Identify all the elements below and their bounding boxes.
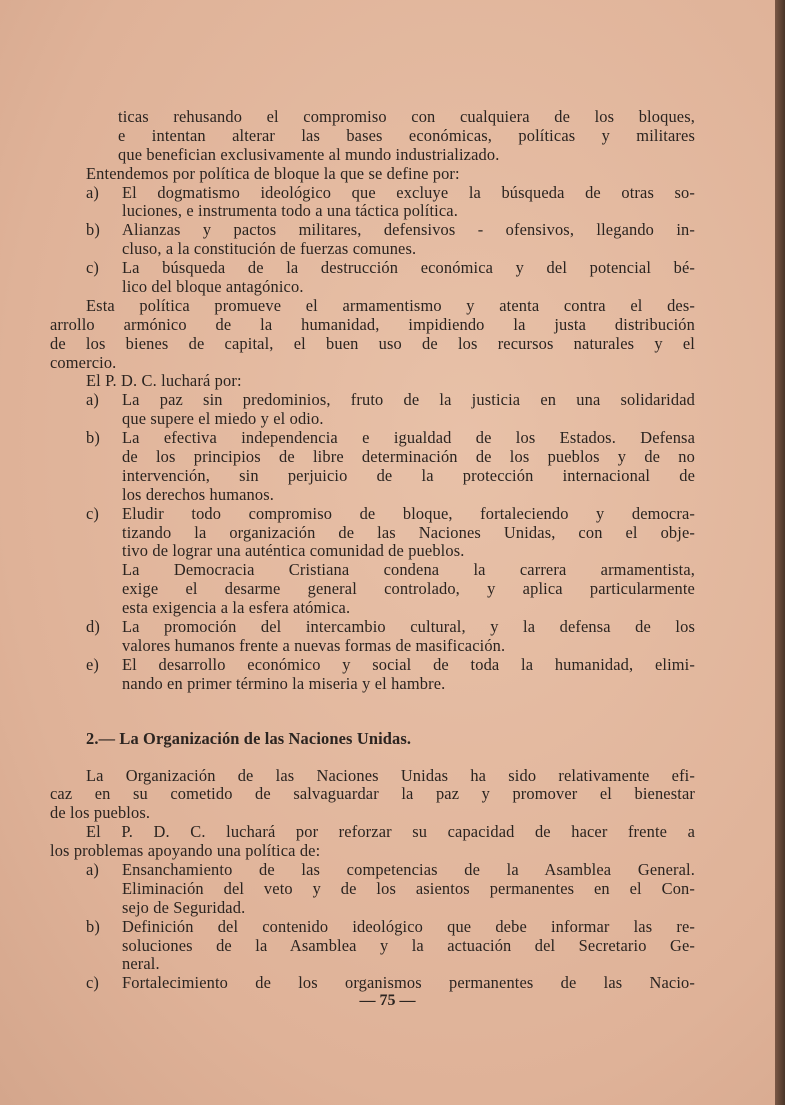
paragraph-line: arrollo armónico de la humanidad, impidiendo la justa distribución (50, 314, 695, 334)
pdc-list (50, 391, 695, 693)
item-text: Definición del contenido ideológico que debe informar las re- (122, 916, 695, 936)
item-text: El dogmatismo ideológico que excluye la búsqueda de otras so- (122, 182, 695, 202)
item-text: luciones, e instrumenta todo a una táctica política. (122, 201, 458, 221)
item-text: nando en primer término la miseria y el hambre. (122, 673, 446, 693)
list-item (50, 259, 695, 278)
section-gap (50, 694, 695, 730)
item-marker: b) (86, 428, 100, 448)
text-line: e intentan alterar las bases económicas, políticas y militares (118, 125, 695, 145)
item-text: Eludir todo compromiso de bloque, fortaleciendo y democra- (122, 503, 695, 523)
page-body (50, 108, 695, 993)
item-text: La búsqueda de la destrucción económica y del potencial bé- (122, 258, 695, 278)
item-text: esta exigencia a la esfera atómica. (122, 598, 351, 618)
section-heading: 2.— La Organización de las Naciones Unidas. (86, 728, 412, 748)
list-item (50, 184, 695, 203)
list-item (50, 505, 695, 524)
paragraph-line: de los pueblos. (50, 803, 151, 823)
item-text: exige el desarme general controlado, y aplica particularmente (122, 579, 695, 599)
page-number: — 75 — (359, 992, 416, 1009)
item-text: Alianzas y pactos militares, defensivos - ofensivos, llegando in- (122, 220, 695, 240)
item-text: La paz sin predominios, fruto de la justicia en una solidaridad (122, 390, 695, 410)
onu-list (50, 861, 695, 993)
list-item (50, 221, 695, 240)
item-marker: a) (86, 182, 100, 202)
item-text: La efectiva independencia e igualdad de los Estados. Defensa (122, 428, 695, 448)
item-marker: d) (86, 617, 100, 637)
item-text: los derechos humanos. (122, 484, 275, 504)
list-item (50, 861, 695, 880)
item-marker: c) (86, 973, 100, 993)
item-text: tivo de lograr una auténtica comunidad de pueblos. (122, 541, 465, 561)
paragraph-line: los problemas apoyando una política de: (50, 841, 321, 861)
list-item (50, 974, 695, 993)
item-marker: c) (86, 503, 100, 523)
item-text: tizando la organización de las Naciones Unidas, con el obje- (122, 522, 695, 542)
item-text: cluso, a la constitución de fuerzas comunes. (122, 239, 417, 259)
list-item (50, 618, 695, 637)
item-text: Eliminación del veto y de los asientos permanentes en el Con- (122, 878, 695, 898)
item-text: intervención, sin perjuicio de la protección internacional de (122, 465, 695, 485)
item-text: Fortalecimiento de los organismos permanentes de las Nacio- (122, 973, 695, 993)
paragraph-line: de los bienes de capital, el buen uso de los recursos naturales y el (50, 333, 695, 353)
item-marker: a) (86, 390, 100, 410)
paragraph-line: Esta política promueve el armamentismo y atenta contra el des- (86, 295, 695, 315)
paragraph-line: El P. D. C. luchará por: (86, 371, 242, 391)
item-marker: b) (86, 220, 100, 240)
list-item (50, 918, 695, 937)
item-text: La Democracia Cristiana condena la carrera armamentista, (122, 560, 695, 580)
text-line: que benefician exclusivamente al mundo industrializado. (118, 144, 500, 164)
bloque-list (50, 184, 695, 297)
item-text: que supere el miedo y el odio. (122, 409, 324, 429)
paragraph-line: Entendemos por política de bloque la que se define por: (86, 163, 460, 183)
list-item (50, 391, 695, 410)
book-edge (775, 0, 785, 1105)
item-text: valores humanos frente a nuevas formas de masificación. (122, 635, 506, 655)
heading-gap (50, 749, 695, 767)
item-marker: b) (86, 916, 100, 936)
item-text: El desarrollo económico y social de toda la humanidad, elimi- (122, 654, 695, 674)
item-text: La promoción del intercambio cultural, y la defensa de los (122, 617, 695, 637)
paragraph-line: comercio. (50, 352, 117, 372)
list-item (50, 656, 695, 675)
paragraph-line: El P. D. C. luchará por reforzar su capacidad de hacer frente a (86, 822, 695, 842)
item-text: sejo de Seguridad. (122, 897, 246, 917)
paragraph-line: La Organización de las Naciones Unidas ha sido relativamente efi- (86, 765, 695, 785)
item-marker: c) (86, 258, 100, 278)
item-text: Ensanchamiento de las competencias de la Asamblea General. (122, 859, 695, 879)
item-text: soluciones de la Asamblea y la actuación del Secretario Ge- (122, 935, 695, 955)
text-line: ticas rehusando el compromiso con cualquiera de los bloques, (118, 107, 695, 126)
item-text: lico del bloque antagónico. (122, 277, 304, 297)
list-item (50, 429, 695, 448)
item-marker: e) (86, 654, 100, 674)
item-marker: a) (86, 859, 100, 879)
item-text: de los principios de libre determinación de los pueblos y de no (122, 447, 695, 467)
paragraph-line: caz en su cometido de salvaguardar la paz y promover el bienestar (50, 784, 695, 804)
item-text: neral. (122, 954, 160, 974)
